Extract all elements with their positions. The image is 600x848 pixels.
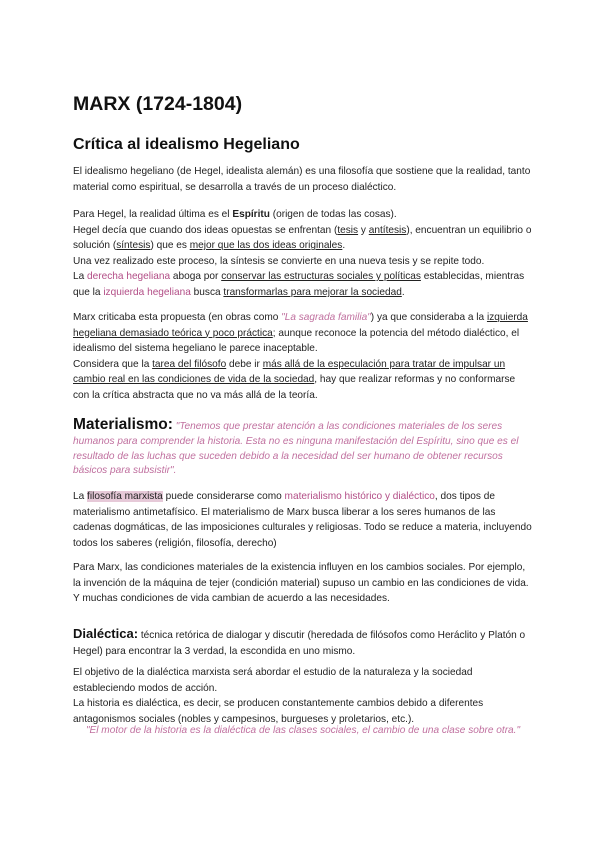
text: Para Hegel, la realidad última es el [73, 209, 233, 220]
derecha-term: derecha hegeliana [87, 271, 171, 283]
hegel-dialectic [73, 223, 533, 254]
philosopher-task [73, 357, 533, 404]
antitesis-term: antítesis [368, 224, 407, 236]
dialectica-body [73, 665, 533, 727]
materialismo-quote: "Tenemos que prestar atención a las condiciones materiales de los seres humanos para comprender la historia. Esta no es ninguna manifestación del Espíritu, sino que es el resultado de las luchas que suceden debido a la necesidad del ser humano de obtener recursos básicos para subsistir". [73, 421, 519, 477]
mejor-phrase: mejor que las dos ideas originales [189, 240, 343, 252]
materialismo-conditions-paragraph: Para Marx, las condiciones materiales de la existencia influyen en los cambios sociales. Por ejemplo, la invención de la máquina de tejer (condición material) supuso un cambio en las condiciones de vida. Y muchas condiciones de vida cambian de acuerdo a las necesidades. [73, 562, 529, 605]
hegel-line-espiritu [73, 207, 533, 223]
tesis-term: tesis [337, 224, 359, 236]
dialectica-definition [73, 626, 533, 659]
text: Considera que la [73, 358, 153, 370]
materialismo-heading: Materialismo: [73, 416, 173, 433]
text: La [73, 271, 88, 283]
materialismo-heading-block [73, 418, 533, 479]
filosofia-marxista-highlight: filosofía marxista [87, 491, 163, 502]
marx-critique-section [73, 310, 533, 404]
text: busca [190, 286, 224, 298]
hegel-left-right [73, 269, 533, 300]
text: ; aunque reconoce la potencia del método dialéctico, el idealismo del sistema hegeliano le parece inaceptable. [73, 327, 520, 355]
conservar-phrase: conservar las estructuras sociales y políticas [221, 271, 421, 283]
mas-alla-phrase: más allá de la especulación para tratar de impulsar un cambio real en las condiciones de vida de la sociedad [73, 358, 506, 386]
dialectica-objective: El objetivo de la dialéctica marxista será abordar el estudio de la naturaleza y la sociedad estableciendo modos de acción. [73, 667, 473, 694]
text: ), encuentran un equilibrio o solución ( [73, 224, 532, 252]
section-title-critica: Crítica al idealismo Hegeliano [73, 136, 300, 153]
hegel-section [73, 207, 533, 301]
text: , dos tipos de materialismo antimetafísico. El materialismo de Marx busca liberar a los seres humanos de las cadenas dogmáticas, de las imposiciones culturales y religiosas. Todo se reduce a materia, incluyendo todos los saberes (religión, filosofía, derecho) [73, 491, 532, 549]
text: (origen de todas las cosas). [269, 209, 397, 220]
text: . [342, 240, 346, 252]
text: La [73, 491, 88, 502]
text: debe ir [226, 358, 263, 370]
transformar-phrase: transformarlas para mejorar la sociedad [223, 286, 402, 298]
dialectica-def-text: técnica retórica de dialogar y discutir (heredada de filósofos como Heráclito y Platón o Hegel) para encontrar la 3 verdad, la escondida en uno mismo. [73, 630, 526, 657]
text: ) ya que consideraba a la [370, 312, 487, 323]
dialectica-history: La historia es dialéctica, es decir, se producen constantemente cambios debido a diferentes antagonismos sociales (nobles y campesinos, burgueses y proletarios, etc.). [73, 698, 484, 725]
text: aboga por [170, 271, 222, 283]
text: Hegel decía que cuando dos ideas opuestas se enfrentan ( [73, 224, 338, 236]
izquierda-critique: izquierda hegeliana demasiado teórica y poco práctica [73, 312, 528, 339]
sintesis-term: síntesis [116, 240, 151, 252]
obra-title: "La sagrada familia" [281, 312, 371, 323]
text: ) que es [150, 240, 190, 252]
tarea-term: tarea del filósofo [152, 358, 227, 370]
text: Marx criticaba esta propuesta (en obras como [73, 312, 282, 323]
intro-paragraph: El idealismo hegeliano (de Hegel, idealista alemán) es una filosofía que sostiene que la realidad, tanto material como espiritual, se desarrolla a través de un proceso dialéctico. [73, 166, 531, 193]
marx-critique [73, 310, 533, 357]
dialectica-heading: Dialéctica: [73, 626, 139, 641]
text: y [358, 224, 369, 236]
text: , hay que realizar reformas y no conformarse con la crítica abstracta que no va más allá de la teoría. [73, 374, 516, 401]
page-title: MARX (1724-1804) [73, 93, 243, 115]
materialismo-paragraph [73, 489, 533, 551]
materialismo-historico-term: materialismo histórico y dialéctico [284, 491, 435, 502]
text: establecidas, mientras que la [73, 271, 525, 298]
text: puede considerarse como [162, 491, 285, 502]
text: . [401, 286, 405, 298]
dialectica-quote: "El motor de la historia es la dialéctica de las clases sociales, el cambio de una clase sobre otra." [85, 725, 521, 736]
izquierda-term: izquierda hegeliana [103, 286, 191, 298]
espiritu-term: Espíritu [232, 209, 270, 220]
hegel-repeat: Una vez realizado este proceso, la síntesis se convierte en una nueva tesis y se repite todo. [73, 255, 485, 267]
